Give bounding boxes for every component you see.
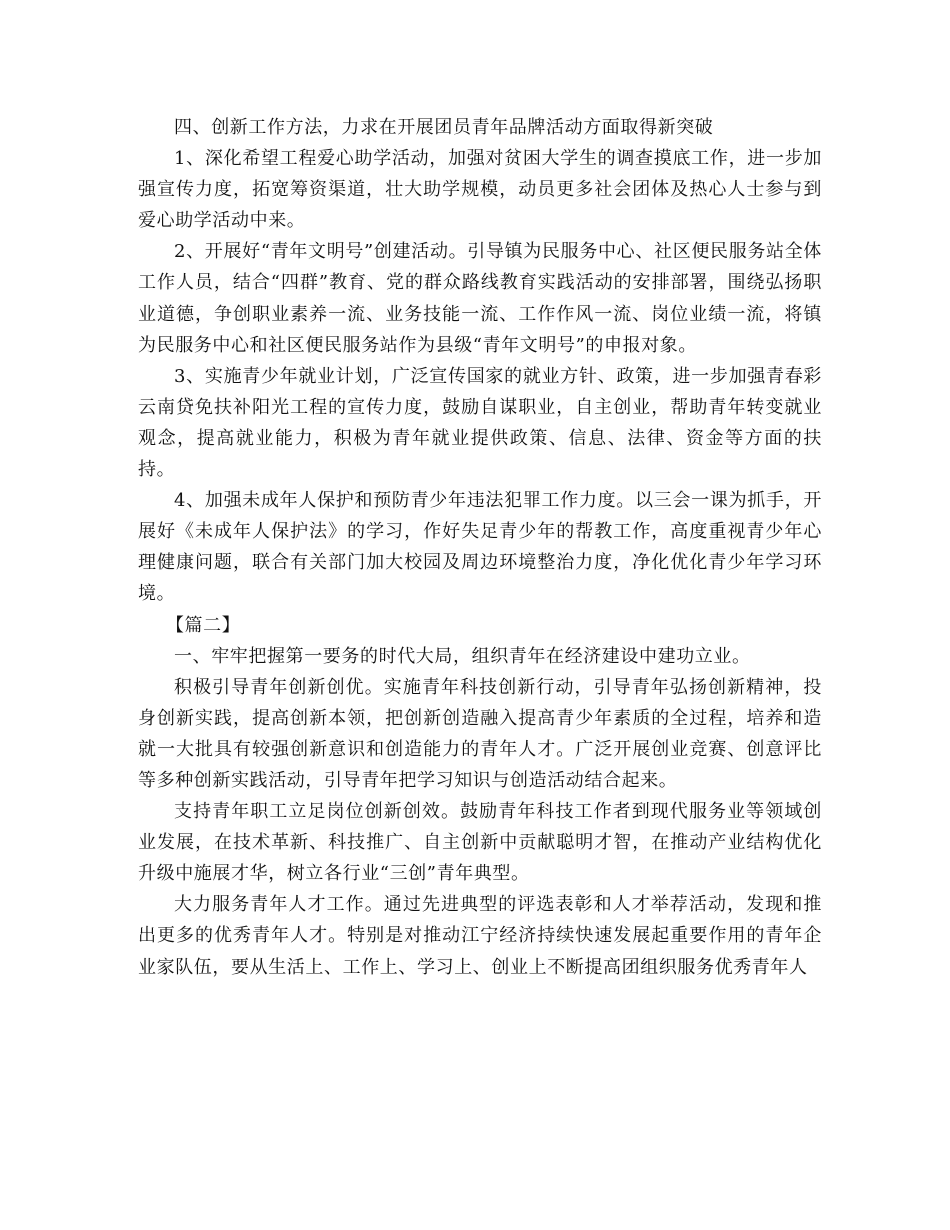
section-heading-economy: 一、牢牢把握第一要务的时代大局，组织青年在经济建设中建功立业。 — [174, 645, 751, 667]
paragraph-workers: 支持青年职工立足岗位创新创效。鼓励青年科技工作者到现代服务业等领域创业发展，在技术革新、科技推广、自主创新中贡献聪明才智，在推动产业结构优化升级中施展才华，树立各行业“三创”青年典型。 — [138, 801, 822, 885]
paragraph-talent: 大力服务青年人才工作。通过先进典型的评选表彰和人才举荐活动，发现和推出更多的优秀青年人才。特别是对推动江宁经济持续快速发展起重要作用的青年企业家队伍，要从生活上、工作上、学习上、创业上不断提高团组织服务优秀青年人 — [138, 894, 822, 978]
paragraph-item-4: 4、加强未成年人保护和预防青少年违法犯罪工作力度。以三会一课为抓手，开展好《未成年人保护法》的学习，作好失足青少年的帮教工作，高度重视青少年心理健康问题，联合有关部门加大校园及周边环境整治力度，净化优化青少年学习环境。 — [138, 490, 822, 605]
document-body — [138, 112, 822, 983]
section-label-part-two: 【篇二】 — [165, 614, 241, 636]
paragraph-item-2: 2、开展好“青年文明号”创建活动。引导镇为民服务中心、社区便民服务站全体工作人员，结合“四群”教育、党的群众路线教育实践活动的安排部署，围绕弘扬职业道德，争创职业素养一流、业务技能一流、工作作风一流、岗位业绩一流，将镇为民服务中心和社区便民服务站作为县级“青年文明号”的申报对象。 — [138, 241, 822, 356]
section-heading-innovation: 四、创新工作方法，力求在开展团员青年品牌活动方面取得新突破 — [174, 117, 714, 138]
paragraph-innovation: 积极引导青年创新创优。实施青年科技创新行动，引导青年弘扬创新精神，投身创新实践，提高创新本领，把创新创造融入提高青少年素质的全过程，培养和造就一大批具有较强创新意识和创造能力的青年人才。广泛开展创业竞赛、创意评比等多种创新实践活动，引导青年把学习知识与创造活动结合起来。 — [138, 676, 822, 791]
paragraph-item-3: 3、实施青少年就业计划，广泛宣传国家的就业方针、政策，进一步加强青春彩云南贷免扶补阳光工程的宣传力度，鼓励自谋职业，自主创业，帮助青年转变就业观念，提高就业能力，积极为青年就业提供政策、信息、法律、资金等方面的扶持。 — [138, 365, 822, 481]
paragraph-item-1: 1、深化希望工程爱心助学活动，加强对贫困大学生的调查摸底工作，进一步加强宣传力度，拓宽筹资渠道，壮大助学规模，动员更多社会团体及热心人士参与到爱心助学活动中来。 — [138, 148, 822, 232]
